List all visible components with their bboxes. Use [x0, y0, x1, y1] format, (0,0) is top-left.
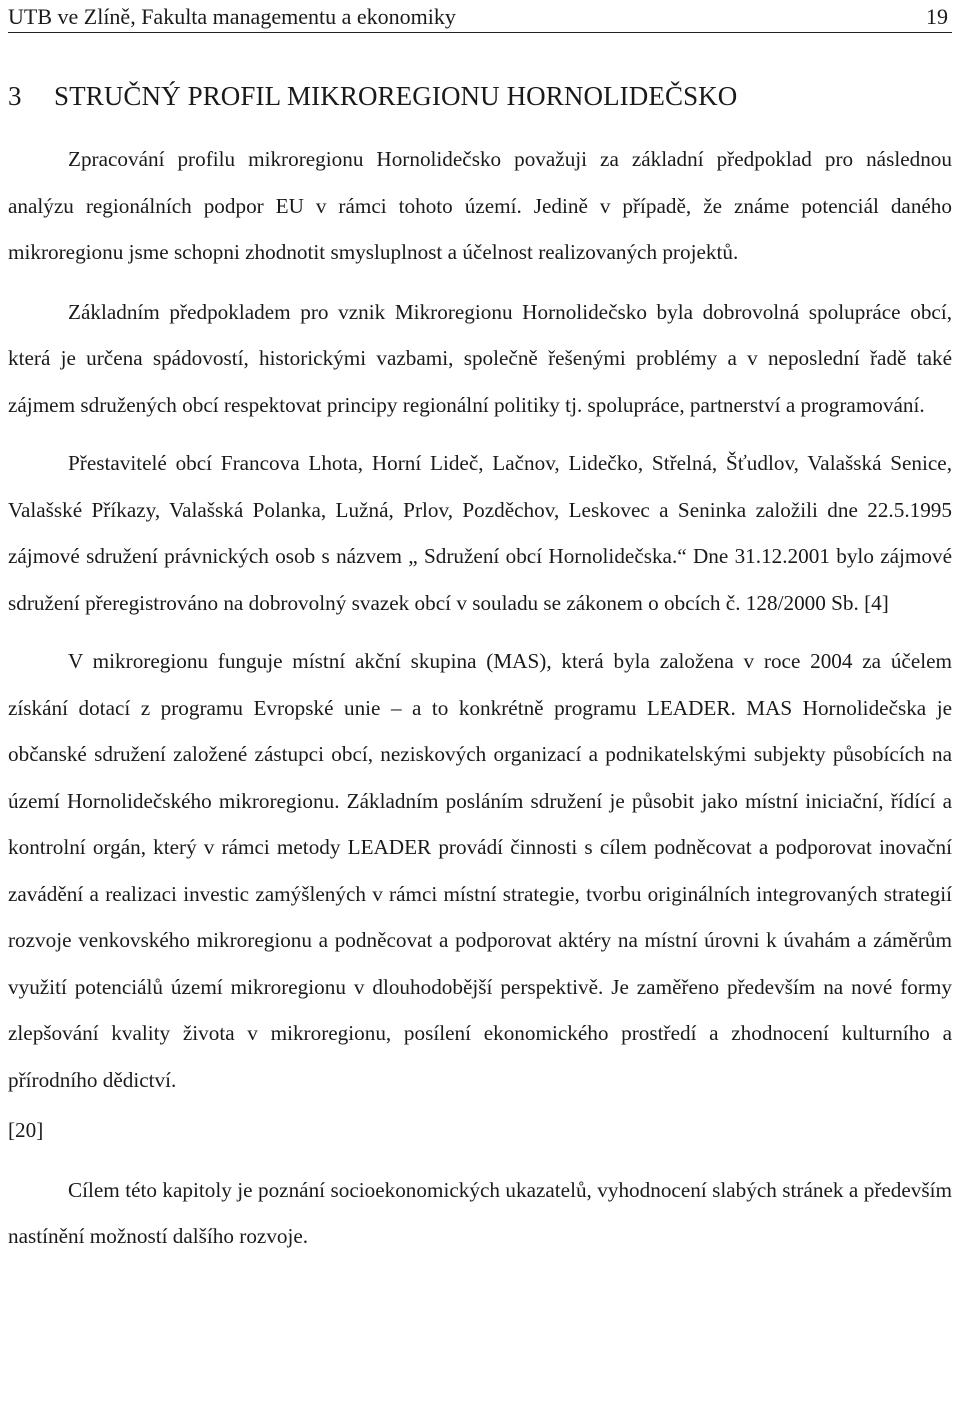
chapter-heading	[8, 79, 952, 113]
running-header	[8, 0, 952, 33]
paragraph-profile-purpose: Zpracování profilu mikroregionu Hornolidečsko považuji za základní předpoklad pro následnou analýzu regionálních podpor EU v rámci tohoto území. Jedině v případě, že známe potenciál daného mikroregionu jsme schopni zhodnotit smysluplnost a účelnost realizovaných projektů.	[8, 147, 952, 264]
body-text	[8, 136, 952, 1260]
document-page	[8, 0, 952, 1273]
paragraph-municipalities: Přestavitelé obcí Francova Lhota, Horní Lideč, Lačnov, Lidečko, Střelná, Šťudlov, Valašská Senice, Valašské Příkazy, Valašská Polanka, Lužná, Prlov, Pozděchov, Leskovec a Seninka založili dne 22.5.1995 zájmové sdružení právnických osob s názvem „ Sdružení obcí Hornolidečska.“ Dne 31.12.2001 bylo zájmové sdružení přeregistrováno na dobrovolný svazek obcí v souladu se zákonem o obcích č. 128/2000 Sb. [4]	[8, 451, 952, 615]
page-number: 19	[926, 4, 948, 29]
paragraph-founding-premise: Základním předpokladem pro vznik Mikroregionu Hornolidečsko byla dobrovolná spolupráce obcí, která je určena spádovostí, historickými vazbami, společně řešenými problémy a v neposlední řadě také zájmem sdružených obcí respektovat principy regionální politiky tj. spolupráce, partnerství a programování.	[8, 299, 952, 417]
paragraph-mas: V mikroregionu funguje místní akční skupina (MAS), která byla založena v roce 2004 za účelem získání dotací z programu Evropské unie – a to konkrétně programu LEADER. MAS Hornolidečska je občanské sdružení založené zástupci obcí, neziskových organizací a podnikatelskými subjekty působících na území Hornolidečského mikroregionu. Základním posláním sdružení je působit jako místní iniciační, řídící a kontrolní orgán, který v rámci metody LEADER provádí činnosti s cílem podněcovat a podporovat inovační zavádění a realizaci investic zamýšlených v rámci místní strategie, tvorbu originálních integrovaných strategií rozvoje venkovského mikroregionu a podněcovat a podporovat aktéry na místní úrovni k úvahám a záměrům využití potenciálů území mikroregionu v dlouhodobější perspektivě. Je zaměřeno především na nové formy zlepšování kvality života v mikroregionu, posílení ekonomického prostředí a zhodnocení kulturního a přírodního dědictví.	[8, 649, 952, 1092]
header-institution-text: UTB ve Zlíně, Fakulta managementu a ekonomiky	[8, 4, 456, 29]
citation-reference: [20]	[8, 1118, 44, 1142]
paragraph-chapter-aim: Cílem této kapitoly je poznání socioekonomických ukazatelů, vyhodnocení slabých stránek a především nastínění možností dalšího rozvoje.	[8, 1177, 952, 1248]
chapter-number: 3	[8, 81, 22, 111]
chapter-title: STRUČNÝ PROFIL MIKROREGIONU HORNOLIDEČSKO	[54, 81, 738, 111]
